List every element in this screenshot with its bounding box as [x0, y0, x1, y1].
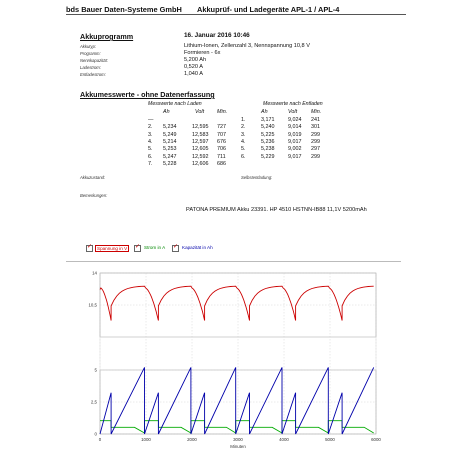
y-tick-label: 2,5: [90, 399, 97, 405]
charge-cell: 12,595: [192, 124, 209, 131]
charge-cell: 686: [217, 160, 226, 167]
discharge-cell: 9,024: [288, 117, 302, 123]
field-value: 5,200 Ah: [184, 57, 207, 63]
field-value: Lithium-Ionen, Zellenzahl 3, Nennspannung 10,8 V: [184, 43, 310, 49]
discharge-cell: 301: [311, 124, 320, 131]
charge-cell: 676: [217, 138, 226, 145]
discharge-cell: 5,229: [261, 153, 275, 160]
legend-voltage-label: Spannung in V: [97, 246, 128, 251]
legend-current-label: Strom in A: [144, 245, 166, 250]
x-tick-label: 6000: [371, 437, 381, 442]
charge-cell: 5,228: [163, 160, 177, 167]
legend-capacity-checkbox[interactable]: [172, 245, 179, 252]
discharge-row: [0, 139, 472, 146]
field-label: Entladestrom:: [80, 72, 106, 77]
discharge-row: [0, 161, 472, 168]
y-tick-label: 0: [94, 431, 97, 437]
discharge-cell: 5,238: [261, 146, 275, 153]
charge-cell: 12,597: [192, 138, 209, 145]
y-tick-label: 5: [94, 367, 97, 373]
discharge-row: [0, 117, 472, 124]
self-discharge-label: Selbstentladung:: [241, 175, 273, 180]
charge-cell: 6.: [148, 153, 153, 160]
current-plot-frame: [100, 370, 376, 434]
discharge-cell: 5,240: [261, 124, 275, 131]
legend-divider: [66, 261, 401, 262]
charge-cell: 4.: [148, 138, 153, 145]
charge-cell: 5,249: [163, 131, 177, 138]
discharge-cell: 299: [311, 131, 320, 138]
x-tick-label: 5000: [325, 437, 335, 442]
charge-cell: 7.: [148, 160, 153, 167]
charge-col-min: Min.: [217, 109, 228, 115]
discharge-cell: 5.: [241, 146, 246, 153]
discharge-cell: 2.: [241, 124, 246, 131]
y-tick-label: 14: [92, 270, 97, 276]
charge-cell: 12,583: [192, 131, 209, 138]
company-name: bds Bauer Daten-Systeme GmbH: [66, 5, 182, 14]
discharge-cell: 1.: [241, 117, 246, 123]
y-tick-label: 10,5: [88, 302, 97, 308]
product-name: Akkuprüf- und Ladegeräte APL-1 / APL-4: [197, 5, 340, 14]
report-date: 16. Januar 2016 10:46: [184, 32, 250, 39]
discharge-cell: 4.: [241, 138, 246, 145]
chart-legend: [86, 244, 386, 254]
field-value: 1,040 A: [184, 71, 203, 77]
discharge-cell: 9,017: [288, 153, 302, 160]
charge-cell: 12,592: [192, 153, 209, 160]
header-rule: [66, 14, 406, 15]
x-tick-label: 2000: [187, 437, 197, 442]
charge-cell: 5,253: [163, 146, 177, 153]
discharge-cell: 299: [311, 138, 320, 145]
field-value: Formieren - 6x: [184, 50, 221, 56]
x-tick-label: 1000: [141, 437, 151, 442]
discharge-col-volt: Volt: [288, 109, 298, 115]
charge-cell: 2.: [148, 124, 153, 131]
discharge-row: [0, 146, 472, 153]
legend-voltage-checkbox[interactable]: [86, 245, 93, 252]
charge-cell: 12,605: [192, 146, 209, 153]
discharge-col-min: Min.: [311, 109, 322, 115]
charge-cell: 706: [217, 146, 226, 153]
charge-heading: Messwerte nach Laden: [148, 101, 202, 107]
discharge-row: [0, 154, 472, 161]
charge-cell: 12,606: [192, 160, 209, 167]
discharge-heading: Messwerte nach Entladen: [263, 101, 323, 107]
charge-col-volt: Volt: [195, 109, 205, 115]
x-axis-label: Minuten: [230, 444, 246, 449]
charge-cell: 727: [217, 124, 226, 131]
discharge-cell: 3.: [241, 131, 246, 138]
discharge-col-ah: Ah: [261, 109, 268, 115]
discharge-cell: 297: [311, 146, 320, 153]
capacity-series-line: [100, 367, 374, 434]
field-label: Nennkapazität:: [80, 58, 108, 63]
program-title: Akkuprogramm: [80, 32, 134, 41]
discharge-cell: 3,171: [261, 117, 275, 123]
field-value: 0,520 A: [184, 64, 203, 70]
discharge-row: [0, 124, 472, 131]
middle-plot-frame: [100, 337, 376, 370]
charge-cell: 5,247: [163, 153, 177, 160]
discharge-cell: 9,019: [288, 131, 302, 138]
charge-col-ah: Ah: [163, 109, 170, 115]
discharge-cell: 299: [311, 153, 320, 160]
measurements-title: Akkumesswerte - ohne Datenerfassung: [80, 90, 215, 99]
current-series-line: [100, 421, 374, 433]
discharge-cell: 9,002: [288, 146, 302, 153]
voltage-plot-frame: [100, 273, 376, 337]
field-label: Akkutyp:: [80, 44, 97, 49]
legend-current-checkbox[interactable]: [134, 245, 141, 252]
discharge-cell: 241: [311, 117, 320, 123]
discharge-cell: 9,014: [288, 124, 302, 131]
discharge-row: [0, 132, 472, 139]
charge-cell: 707: [217, 131, 226, 138]
discharge-cell: 5,225: [261, 131, 275, 138]
x-tick-label: 0: [98, 437, 102, 442]
remark-text: PATONA PREMIUM Akku 23391. HP 4510 HSTNN-IB88 11,1V 5200mAh: [186, 207, 367, 213]
charge-cell: 5,234: [163, 124, 177, 131]
discharge-cell: 5,236: [261, 138, 275, 145]
remarks-label: Bemerkungen:: [80, 193, 108, 198]
discharge-cell: 9,017: [288, 138, 302, 145]
charge-cell: 711: [217, 153, 226, 160]
x-tick-label: 4000: [279, 437, 289, 442]
voltage-series-line: [100, 286, 374, 320]
status-label: Akkuzustand:: [80, 175, 106, 180]
field-label: Ladestrom:: [80, 65, 101, 70]
field-label: Programm:: [80, 51, 101, 56]
discharge-cell: 6.: [241, 153, 246, 160]
charge-cell: 5,214: [163, 138, 177, 145]
charge-cell: —: [148, 117, 154, 123]
x-tick-label: 3000: [233, 437, 243, 442]
legend-capacity-label: Kapazität in Ah: [182, 245, 213, 250]
charge-cell: 5.: [148, 146, 153, 153]
charge-cell: 3.: [148, 131, 153, 138]
